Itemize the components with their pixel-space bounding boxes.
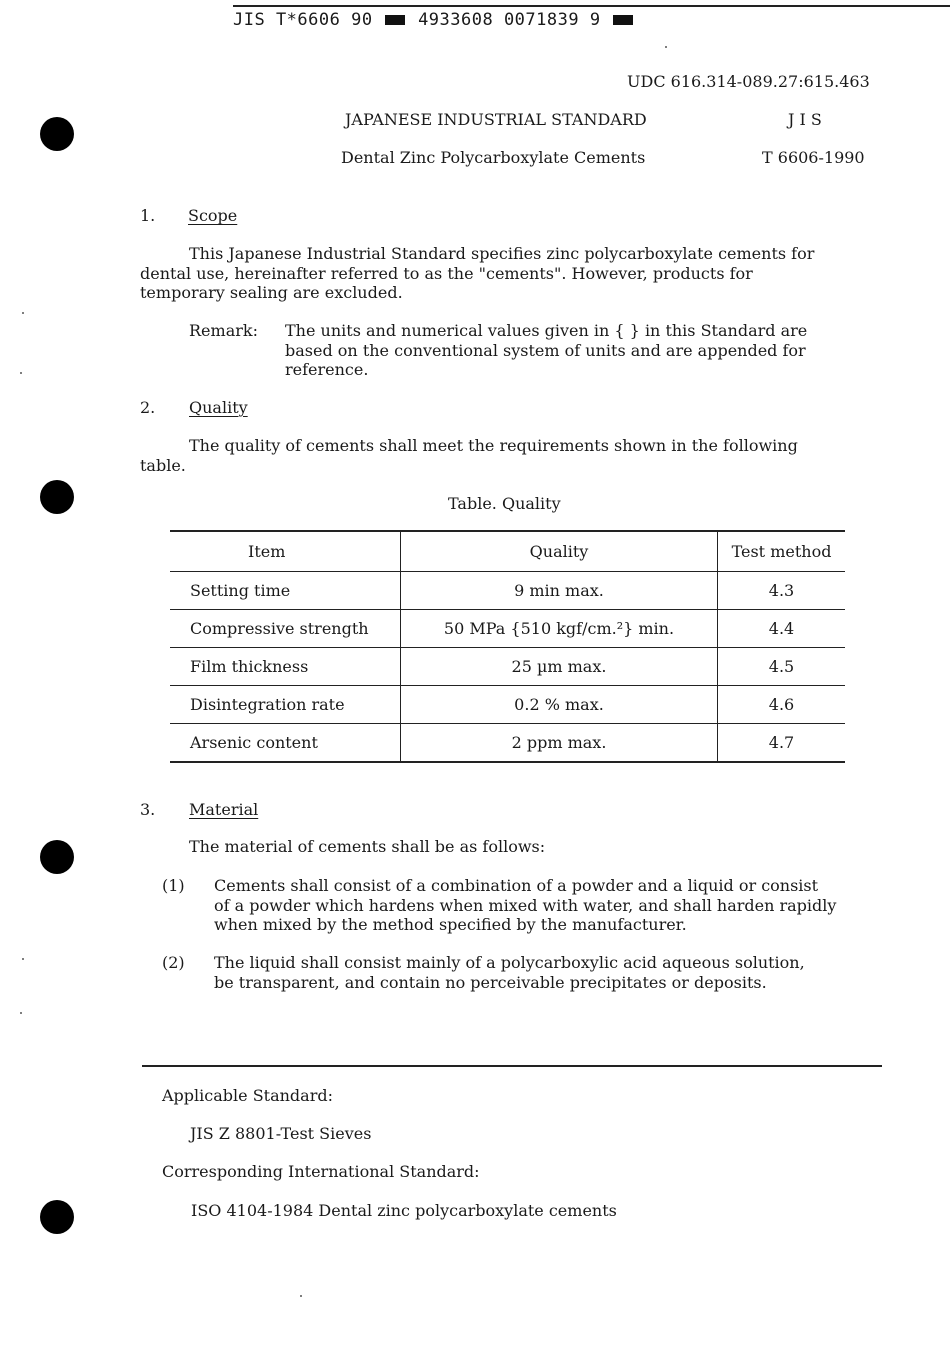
udc-code: UDC 616.314-089.27:615.463 (627, 72, 870, 91)
table-cell: 50 MPa {510 kgf/cm.²} min. (401, 610, 718, 648)
scan-speck (665, 46, 667, 48)
barcode-mid: 4933608 0071839 9 (418, 10, 601, 30)
quality-line: table. (140, 455, 186, 475)
table-cell: 4.3 (718, 572, 846, 610)
quality-number: 2. (140, 398, 156, 417)
scope-line: dental use, hereinafter referred to as the "cements". However, products for (140, 263, 753, 283)
barcode-block-icon (385, 15, 405, 25)
punch-hole-icon (40, 840, 74, 874)
scan-speck (300, 1295, 302, 1297)
table-row (170, 686, 845, 724)
table-cell: 4.4 (718, 610, 846, 648)
material-item-line: be transparent, and contain no perceivable precipitates or deposits. (214, 972, 767, 992)
barcode-line (233, 10, 635, 30)
table-row (170, 648, 845, 686)
jis-label: J I S (788, 110, 822, 129)
quality-heading: Quality (189, 398, 248, 417)
material-item-line: of a powder which hardens when mixed with water, and shall harden rapidly (214, 895, 837, 915)
table-caption: Table. Quality (448, 494, 561, 513)
material-item-label: (1) (162, 876, 185, 895)
org-name: JAPANESE INDUSTRIAL STANDARD (345, 110, 647, 129)
column-header: Quality (401, 531, 718, 572)
scan-speck (22, 312, 24, 314)
table-row (170, 572, 845, 610)
scan-speck (22, 958, 24, 960)
scan-speck (20, 372, 22, 374)
footer-divider (142, 1065, 882, 1067)
punch-hole-icon (40, 1200, 74, 1234)
quality-table (170, 530, 845, 763)
remark-text (285, 321, 870, 380)
standard-number: T 6606-1990 (762, 148, 865, 167)
remark-line: based on the conventional system of units and are appended for (285, 340, 806, 360)
document-title: Dental Zinc Polycarboxylate Cements (341, 148, 646, 167)
table-cell: 4.7 (718, 724, 846, 763)
material-item-line: Cements shall consist of a combination of a powder and a liquid or consist (214, 876, 819, 895)
material-item-text (214, 953, 894, 992)
material-item-line: when mixed by the method specified by the manufacturer. (214, 915, 687, 934)
table-row (170, 724, 845, 763)
applicable-standard-value: JIS Z 8801-Test Sieves (190, 1124, 372, 1143)
applicable-standard-label: Applicable Standard: (162, 1086, 333, 1105)
scope-heading: Scope (188, 206, 238, 225)
top-border (233, 5, 950, 7)
table-cell: 9 min max. (401, 572, 718, 610)
quality-line: The quality of cements shall meet the requirements shown in the following (189, 436, 798, 455)
scope-paragraph (140, 244, 870, 303)
table-cell: Arsenic content (170, 724, 401, 763)
table-cell: 4.5 (718, 648, 846, 686)
scope-number: 1. (140, 206, 156, 225)
material-intro: The material of cements shall be as follows: (189, 837, 546, 856)
remark-line: reference. (285, 360, 369, 379)
scan-speck (20, 1012, 22, 1014)
table-row (170, 610, 845, 648)
international-standard-label: Corresponding International Standard: (162, 1162, 480, 1181)
barcode-left: JIS T*6606 90 (233, 10, 373, 30)
table-cell: Setting time (170, 572, 401, 610)
scope-line: This Japanese Industrial Standard specifies zinc polycarboxylate cements for (189, 244, 815, 263)
material-number: 3. (140, 800, 156, 819)
scope-line: temporary sealing are excluded. (140, 283, 403, 302)
table-cell: 0.2 % max. (401, 686, 718, 724)
table-cell: Compressive strength (170, 610, 401, 648)
table-cell: Disintegration rate (170, 686, 401, 724)
table-cell: 25 µm max. (401, 648, 718, 686)
column-header: Test method (718, 531, 846, 572)
table-cell: Film thickness (170, 648, 401, 686)
table-cell: 4.6 (718, 686, 846, 724)
material-item-text (214, 876, 894, 935)
quality-paragraph (140, 436, 870, 475)
international-standard-value: ISO 4104-1984 Dental zinc polycarboxylate cements (191, 1201, 617, 1220)
material-item-line: The liquid shall consist mainly of a polycarboxylic acid aqueous solution, (214, 953, 805, 972)
remark-line: The units and numerical values given in { } in this Standard are (285, 321, 808, 340)
table-header-row (170, 531, 845, 572)
material-item-label: (2) (162, 953, 185, 972)
material-heading: Material (189, 800, 259, 819)
table-cell: 2 ppm max. (401, 724, 718, 763)
column-header: Item (170, 531, 401, 572)
barcode-block-icon (613, 15, 633, 25)
remark-label: Remark: (189, 321, 258, 340)
punch-hole-icon (40, 480, 74, 514)
punch-hole-icon (40, 117, 74, 151)
